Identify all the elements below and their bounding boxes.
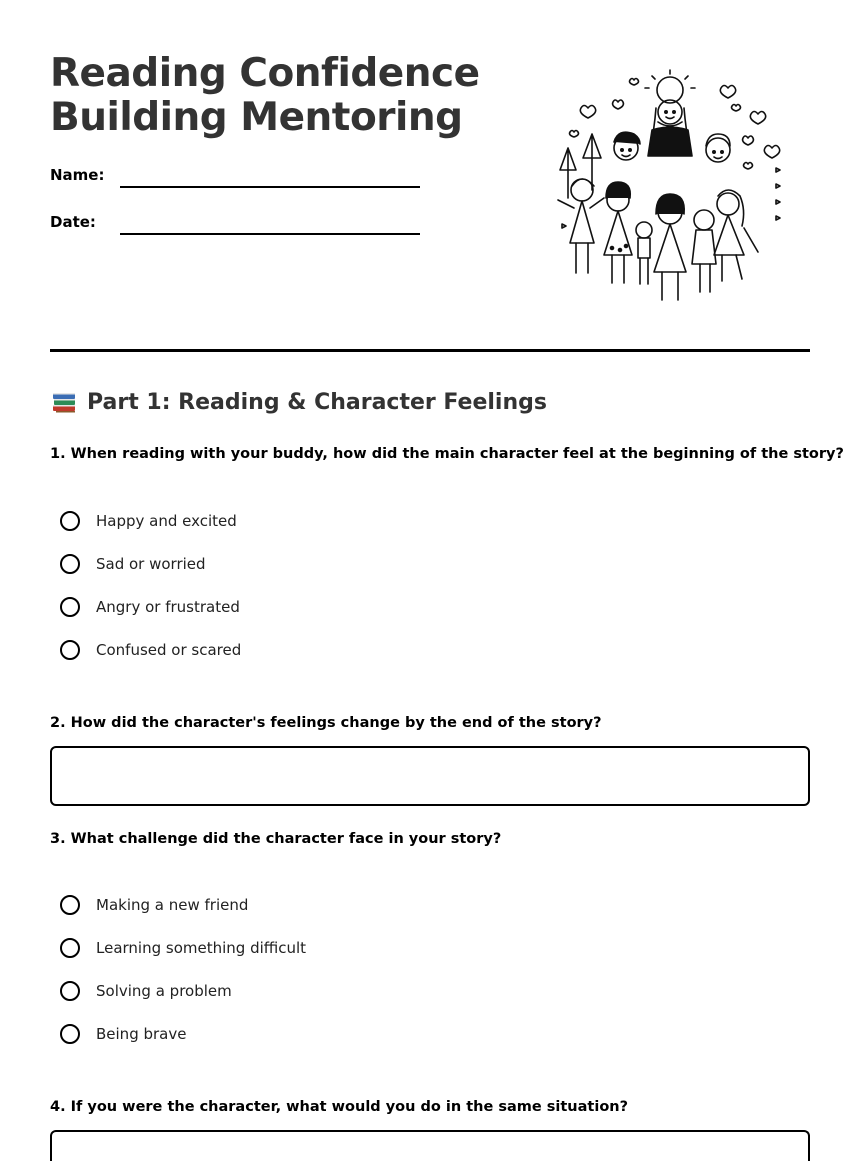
part1-heading-text: Part 1: Reading & Character Feelings [87,389,547,415]
date-label: Date: [50,213,96,231]
option-label: Being brave [96,1025,187,1043]
question-1: 1. When reading with your buddy, how did the main character feel at the beginning of the story? [50,446,844,462]
title-line-1: Reading Confidence [50,51,480,96]
radio-button[interactable] [60,938,80,958]
radio-button[interactable] [60,1024,80,1044]
child-head-right [706,134,730,162]
question-4: 4. If you were the character, what would you do in the same situation? [50,1099,629,1115]
q1-option-confused[interactable] [60,640,241,660]
q1-option-angry[interactable] [60,597,240,617]
radio-button[interactable] [60,511,80,531]
child-figure-2 [604,182,632,283]
q3-option-new-friend[interactable] [60,895,248,915]
name-label: Name: [50,166,105,184]
radio-button[interactable] [60,640,80,660]
child-figure-3 [636,222,652,284]
radio-button[interactable] [60,597,80,617]
option-label: Sad or worried [96,555,206,573]
radio-button[interactable] [60,554,80,574]
child-figure-6 [714,190,758,281]
option-label: Happy and excited [96,512,237,530]
child-head-left [614,132,640,160]
q3-option-brave[interactable] [60,1024,186,1044]
part1-heading [50,388,547,416]
children-circle-illustration [552,68,788,308]
question-3: 3. What challenge did the character face in your story? [50,831,502,847]
radio-button[interactable] [60,895,80,915]
tree-icons [560,134,601,198]
teacher-figure [648,100,692,156]
date-field[interactable] [120,233,420,235]
q1-option-happy[interactable] [60,511,237,531]
q3-option-solving[interactable] [60,981,232,1001]
option-label: Making a new friend [96,896,249,914]
q1-option-sad[interactable] [60,554,206,574]
worksheet-title [50,52,480,140]
question-2: 2. How did the character's feelings change by the end of the story? [50,715,602,731]
header-divider [50,349,810,352]
sun-icon [645,70,695,103]
q4-answer-box[interactable] [50,1130,810,1161]
option-label: Learning something difficult [96,939,307,957]
title-line-2: Building Mentoring [50,95,463,140]
option-label: Angry or frustrated [96,598,240,616]
option-label: Solving a problem [96,982,232,1000]
radio-button[interactable] [60,981,80,1001]
q2-answer-box[interactable] [50,746,810,806]
q3-option-learning[interactable] [60,938,306,958]
name-field[interactable] [120,186,420,188]
child-figure-4 [654,194,686,300]
books-icon [50,388,78,416]
option-label: Confused or scared [96,641,242,659]
child-figure-5 [692,210,716,292]
